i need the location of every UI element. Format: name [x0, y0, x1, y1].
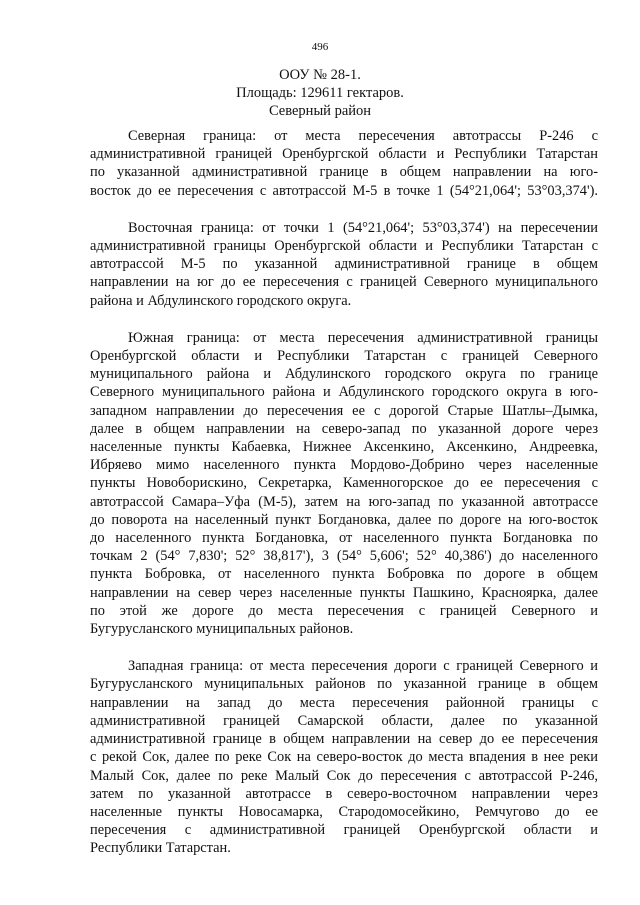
text-line: восток до ее пересечения с автотрассой М-5 в точке 1 (54°21,064'; 53°03,374'). [90, 182, 598, 199]
text-line: точкам 2 (54° 7,830'; 52° 38,817'), 3 (54° 5,606'; 52° 40,386') до населенного [90, 548, 598, 565]
north-boundary-paragraph [90, 127, 598, 200]
text-line: муниципального района и Абдулинского городского округа по границе [90, 366, 598, 383]
text-line: Восточная граница: от точки 1 (54°21,064'; 53°03,374') на пересечении [128, 219, 598, 236]
area-line: Площадь: 129611 гектаров. [236, 85, 404, 101]
document-title: ООУ № 28-1. [279, 67, 361, 83]
text-line: пункта Бобровка, от населенного пункта Бобровка по дороге в общем [90, 566, 598, 583]
text-line: административной границей Самарской области, далее по указанной [90, 712, 598, 729]
text-line: Ибряево мимо населенного пункта Мордово-Добрино через населенные [90, 457, 598, 474]
district-line: Северный район [268, 103, 372, 119]
text-line: населенные пункты Кабаевка, Нижнее Аксенкино, Аксенкино, Андреевка, [90, 439, 598, 456]
east-boundary-paragraph [90, 219, 598, 310]
text-line: направлении на север через населенные пункты Пашкино, Красноярка, далее [90, 584, 598, 601]
text-line: Северная граница: от места пересечения автотрассы Р-246 с [128, 128, 598, 144]
text-line: населенные пункты Новосамарка, Стародомосейкино, Ремчугово до ее [90, 803, 598, 820]
text-line: Малый Сок, далее по реке Малый Сок до пересечения с автотрассой Р-246, [90, 767, 598, 784]
text-line: западном направлении до пересечения ее с дорогой Старые Шатлы–Дымка, [90, 402, 598, 419]
text-line: направлении на запад до места пересечения районной границы с [90, 694, 598, 711]
text-line: Западная граница: от места пересечения дороги с границей Северного и [128, 658, 598, 675]
text-line: Южная граница: от места пересечения административной границы [128, 329, 598, 346]
text-line: по этой же дороге до места пересечения с границей Северного и [90, 602, 598, 619]
text-line: пункты Новоборискино, Секретарка, Каменногорское до ее пересечения с [90, 475, 598, 492]
text-line: до населенного пункта Богдановка, от населенного пункта Богдановка по [90, 530, 598, 547]
document-header [0, 66, 640, 120]
text-line: до поворота на населенный пункт Богдановка, далее по дороге на юго-восток [90, 511, 598, 528]
text-line: Республики Татарстан. [90, 840, 231, 857]
text-line: с рекой Сок, далее по реке Сок на северо-восток до места впадения в нее реки [90, 749, 598, 766]
text-line: административной границы Оренбургской области и Республики Татарстан с [90, 238, 598, 255]
text-line: Бугурусланского муниципальных районов по указанной границе в общем [90, 676, 598, 693]
text-line: по указанной административной границе в общем направлении на юго- [90, 164, 598, 181]
text-line: затем по указанной автотрассе в северо-восточном направлении через [90, 785, 598, 802]
text-line: автотрассой М-5 по указанной административной границе в общем [90, 256, 598, 273]
text-line: далее в общем направлении на северо-запад по указанной дороге через [90, 420, 598, 437]
text-line: Оренбургской области и Республики Татарстан с границей Северного [90, 348, 598, 365]
text-line: автотрассой Самара–Уфа (М-5), затем на юго-запад по указанной автотрассе [90, 493, 598, 510]
text-line: Бугурусланского муниципальных районов. [90, 621, 354, 638]
text-line: района и Абдулинского городского округа. [90, 292, 352, 309]
page-number: 496 [311, 41, 329, 53]
text-line: административной границей Оренбургской области и Республики Татарстан [90, 146, 598, 163]
text-line: пересечения с административной границей Оренбургской области и [90, 822, 598, 839]
text-line: направлении на юг до ее пересечения с границей Северного муниципального [90, 274, 598, 291]
text-line: Северного муниципального района и Абдулинского городского округа в юго- [90, 384, 598, 401]
west-boundary-paragraph [90, 657, 598, 857]
text-line: административной границе в общем направлении на север до ее пересечения [90, 731, 598, 748]
south-boundary-paragraph [90, 329, 598, 638]
document-body [90, 127, 598, 877]
